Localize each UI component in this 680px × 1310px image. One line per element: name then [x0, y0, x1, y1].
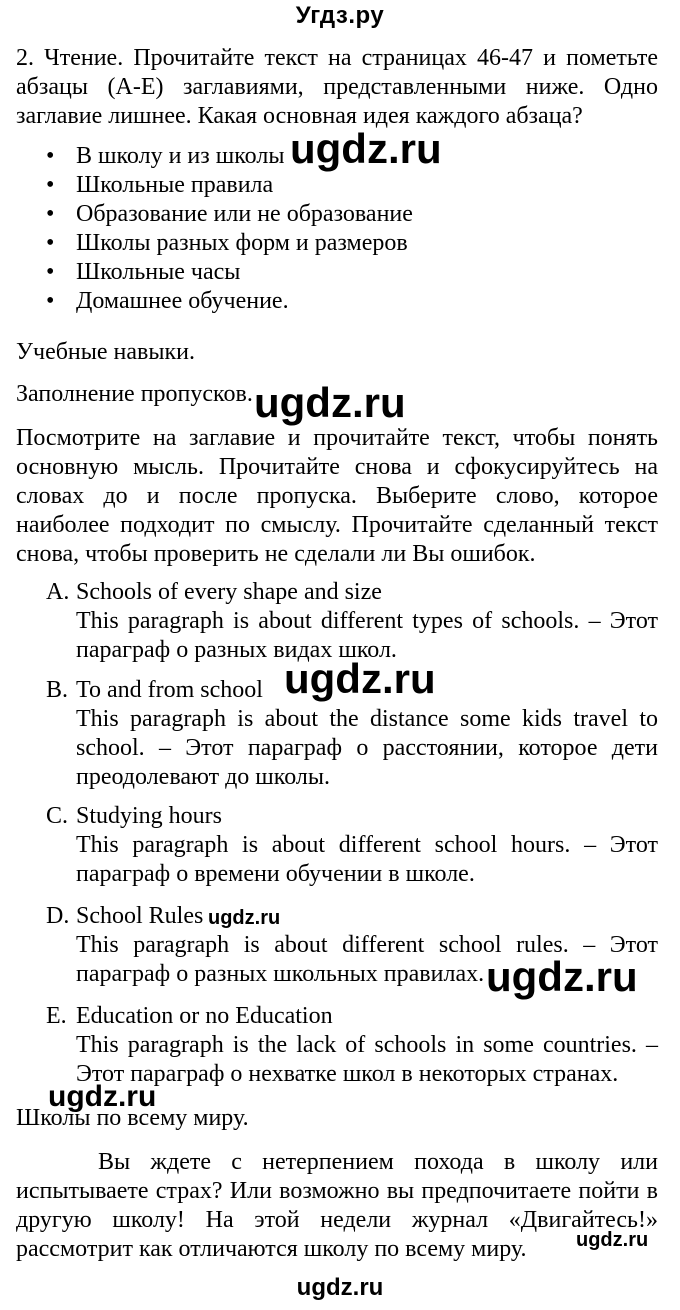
article-title: Школы по всему миру. — [16, 1105, 249, 1131]
answer-title: To and from school — [76, 677, 263, 703]
answer-text: This paragraph is about different types of schools. – Этот параграф о разных видах школ. — [76, 608, 658, 663]
list-item: • Школьные правила — [46, 171, 413, 200]
list-item: • Школьные часы — [46, 258, 413, 287]
task-text: 2. Чтение. Прочитайте текст на страницах 46-47 и пометьте абзацы (A-E) заглавиями, представленными ниже. Одно заглавие лишнее. Какая основная идея каждого абзаца? — [16, 45, 658, 129]
answer-text: This paragraph is about different school hours. – Этот параграф о времени обучении в школе. — [76, 832, 658, 887]
list-item: • Школы разных форм и размеров — [46, 229, 413, 258]
list-item: • Образование или не образование — [46, 200, 413, 229]
answer-title: Education or no Education — [76, 1003, 333, 1029]
watermark: ugdz.ru — [290, 125, 442, 172]
watermark: ugdz.ru — [576, 1229, 649, 1251]
answer-letter: D. — [46, 903, 70, 929]
list-item: • Домашнее обучение. — [46, 287, 413, 316]
answer-letter: E. — [46, 1003, 67, 1029]
answer-letter: B. — [46, 677, 69, 703]
answer-text: This paragraph is about different school rules. – Этот параграф о разных школьных правилах. — [76, 932, 658, 987]
answer-letter: A. — [46, 579, 70, 605]
footer-watermark: ugdz.ru — [296, 1274, 384, 1301]
answer-text: This paragraph is the lack of schools in some countries. – Этот параграф о нехватке школ в некоторых странах. — [76, 1032, 658, 1087]
article-text: Вы ждете с нетерпением похода в школу или испытываете страх? Или возможно вы предпочитаете пойти в другую школу! На этой недели журнал «Двигайтесь!» рассмотрит как отличаются школу по всему миру. — [16, 1149, 658, 1262]
watermark: ugdz.ru — [486, 953, 638, 1000]
site-title: Угдз.ру — [295, 2, 385, 29]
answer-c — [46, 802, 658, 889]
answer-title: Studying hours — [76, 803, 223, 829]
answer-letter: C. — [46, 803, 69, 829]
study-skills-subtitle: Заполнение пропусков. — [16, 381, 253, 407]
list-item: • В школу и из школы — [46, 142, 413, 171]
watermark: ugdz.ru — [208, 907, 281, 929]
answer-title: School Rules — [76, 903, 204, 929]
answer-text: This paragraph is about the distance some kids travel to school. – Этот параграф о расстоянии, которое дети преодолевают до школы. — [76, 706, 658, 790]
answer-title: Schools of every shape and size — [76, 579, 382, 605]
study-skills-label: Учебные навыки. — [16, 339, 196, 365]
answer-a — [46, 578, 658, 665]
watermark: ugdz.ru — [284, 655, 436, 702]
answer-e — [46, 1002, 658, 1089]
watermark: ugdz.ru — [48, 1080, 157, 1113]
study-skills-instructions: Посмотрите на заглавие и прочитайте текст, чтобы понять основную мысль. Прочитайте снова и сфокусируйтесь на словах до и после пропуска. Выберите слово, которое наиболее подходит по смыслу. Прочитайте сделанный текст снова, чтобы проверить не сделали ли Вы ошибок. — [16, 425, 658, 567]
watermark: ugdz.ru — [254, 379, 406, 426]
